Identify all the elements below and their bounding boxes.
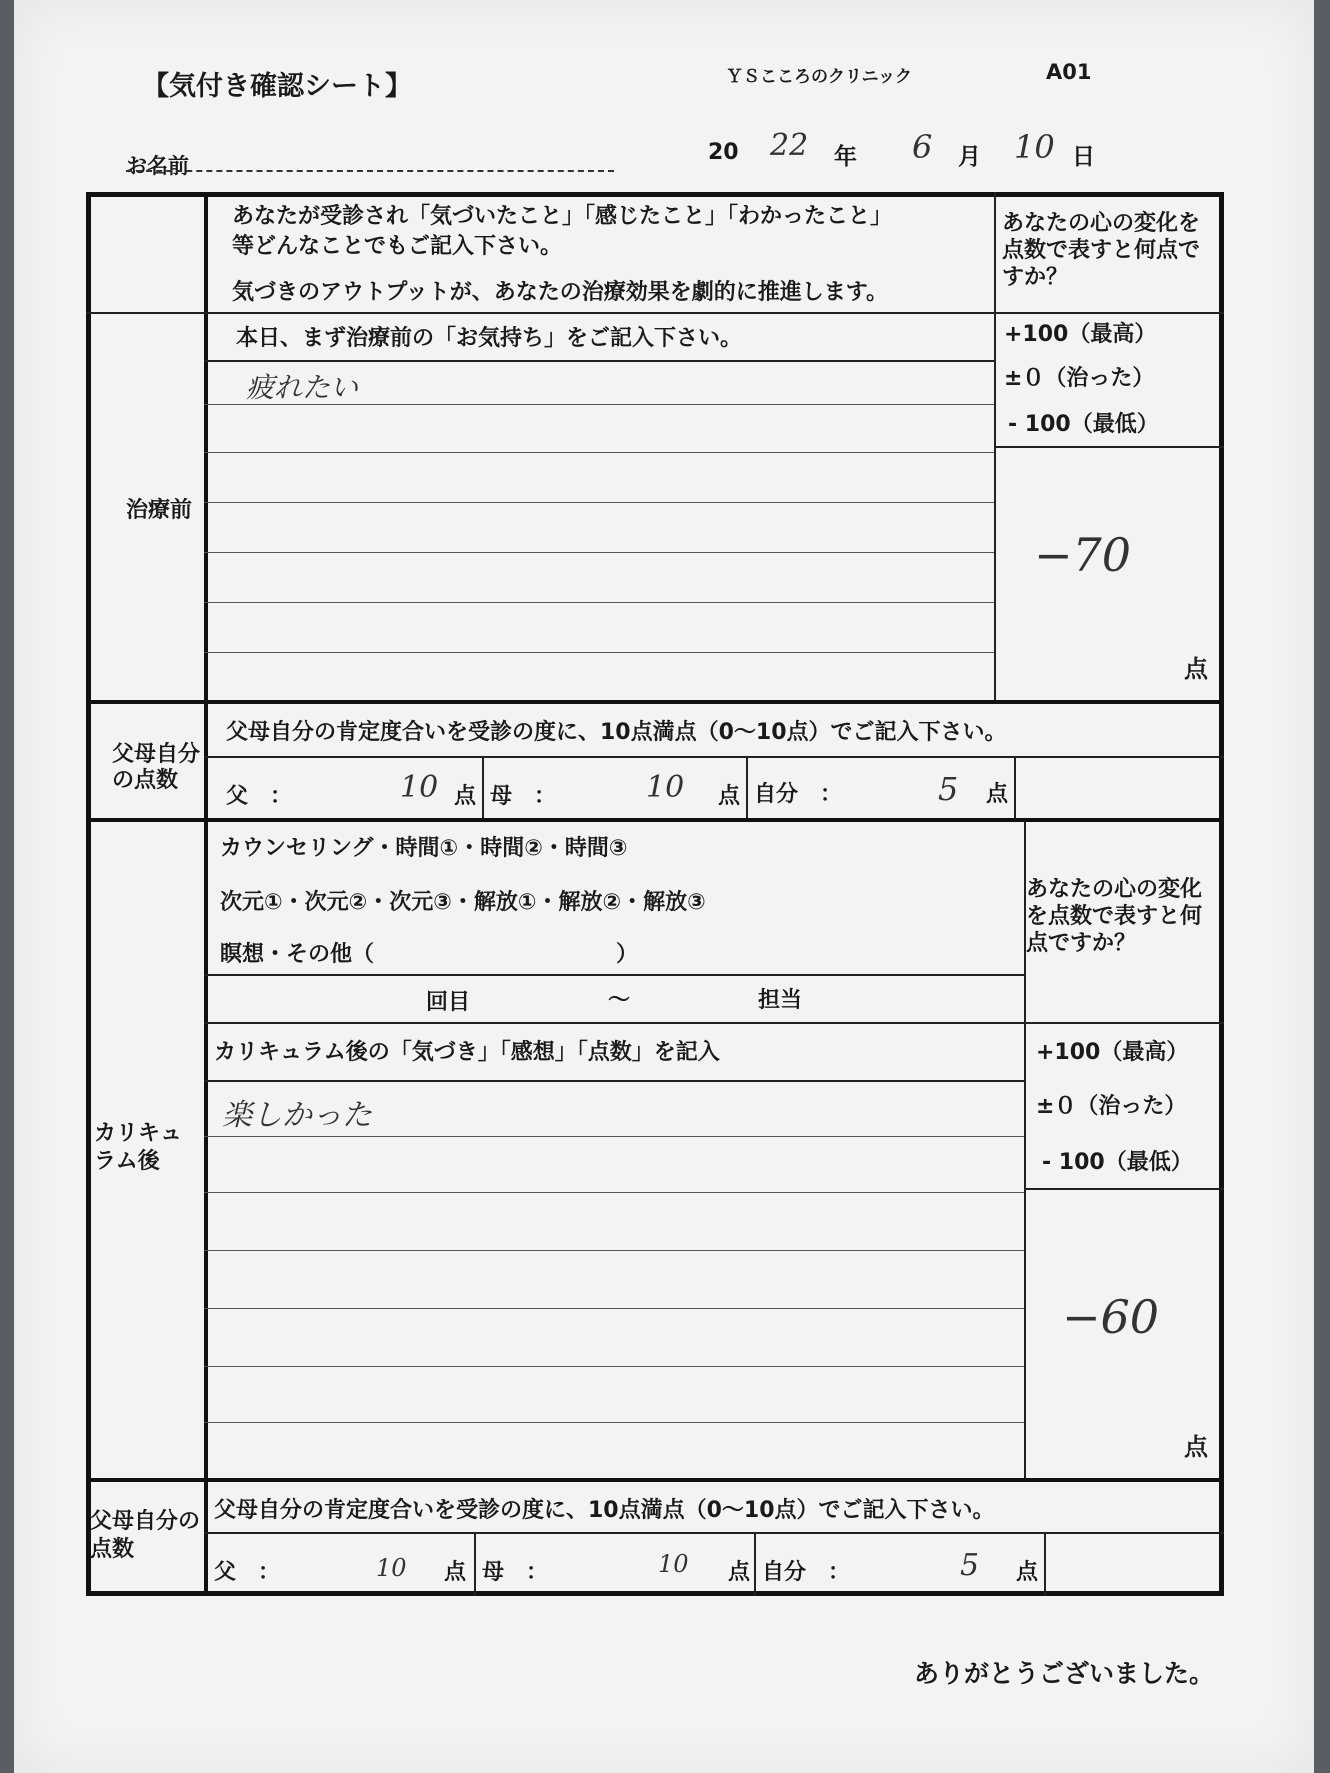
parents-after-self-label: 自分 ： [762,1560,851,1585]
before-score-value[interactable]: −70 [1034,528,1132,582]
parents-after-self-value[interactable]: 5 [960,1548,980,1583]
session-count-label: 回目 [426,990,471,1015]
before-handwritten-note[interactable]: 疲れたい [246,371,359,404]
program-options-line-1: カウンセリング・時間①・時間②・時間③ [220,836,628,861]
parents-after-cell-divider [474,1532,476,1596]
before-score-unit: 点 [1184,655,1208,683]
parents-after-mother-unit: 点 [728,1560,751,1585]
after-separator [86,1478,1224,1482]
parents-before-label: 父母自分の点数 [112,742,201,793]
parents-before-separator [86,818,1224,822]
before-label: 治療前 [126,498,193,523]
parents-before-self-value[interactable]: 5 [938,770,959,808]
after-handwritten-note[interactable]: 楽しかった [222,1098,372,1133]
intro-line-2: 等どんなことでもご記入下さい。 [232,234,563,259]
parents-before-instruction: 父母自分の肯定度合いを受診の度に、10点満点（0～10点）でご記入下さい。 [226,720,1007,745]
before-writing-line [204,552,994,553]
parents-before-father-label: 父 ： [226,784,293,809]
after-writing-line [204,1136,1024,1137]
date-year-prefix: 20 [708,140,739,165]
before-writing-line [204,652,994,653]
before-separator [86,700,1224,704]
parents-before-self-label: 自分 ： [754,782,843,807]
after-writing-line [204,1366,1024,1367]
parents-after-cell-divider [1044,1532,1046,1596]
label-column-divider [204,192,208,1596]
parents-after-father-unit: 点 [444,1560,467,1585]
before-writing-line [204,502,994,503]
after-writing-line [204,1308,1024,1309]
name-field[interactable] [126,170,614,172]
after-score-unit: 点 [1184,1433,1208,1461]
form-title: 【気付き確認シート】 [142,71,412,102]
name-label: お名前 [126,154,189,178]
session-line-top [204,974,1024,976]
after-scale-max: +100（最高） [1036,1040,1189,1065]
parents-after-father-label: 父 ： [214,1560,281,1585]
after-writing-line [204,1422,1024,1423]
parents-before-instruction-line [204,756,1224,758]
parents-before-cell-divider [746,756,748,818]
before-prompt: 本日、まず治療前の「お気持ち」をご記入下さい。 [236,326,743,351]
after-scale-zero: ±０（治った） [1036,1094,1187,1119]
after-writing-line [204,1250,1024,1251]
program-options-line-2: 次元①・次元②・次元③・解放①・解放②・解放③ [220,890,706,915]
after-scale-min: - 100（最低） [1042,1150,1193,1175]
intro-separator [86,312,1224,314]
before-prompt-line [204,360,994,362]
parents-after-cell-divider [754,1532,756,1596]
date-year-value[interactable]: 22 [770,128,809,163]
session-line-bottom [204,1022,1224,1024]
parents-before-cell-divider [1014,756,1016,818]
before-writing-line [204,602,994,603]
form-sheet [14,0,1314,1773]
intro-line-3: 気づきのアウトプットが、あなたの治療効果を劇的に推進します。 [232,280,889,305]
form-code: A01 [1046,60,1092,84]
score-question-top: あなたの心の変化を点数で表すと何点ですか？ [1002,211,1201,290]
session-staff-label: 担当 [758,988,803,1013]
after-prompt-line [204,1080,1024,1082]
before-scale-max: +100（最高） [1004,322,1157,347]
parents-after-self-unit: 点 [1016,1560,1039,1585]
before-scale-zero: ±０（治った） [1004,366,1155,391]
parents-before-mother-label: 母 ： [490,784,557,809]
date-year-label: 年 [834,144,857,170]
parents-after-mother-label: 母 ： [482,1560,549,1585]
parents-after-mother-value[interactable]: 10 [658,1550,689,1578]
parents-after-instruction-line [204,1532,1224,1534]
thanks-message: ありがとうございました。 [914,1659,1215,1688]
score-question-bottom: あなたの心の変化を点数で表すと何点ですか？ [1026,877,1203,956]
parents-after-label: 父母自分の点数 [90,1509,201,1562]
date-day-value[interactable]: 10 [1014,128,1055,166]
date-month-label: 月 [958,144,981,170]
parents-before-father-value[interactable]: 10 [400,770,439,805]
parents-after-father-value[interactable]: 10 [376,1554,407,1582]
after-label: カリキュラム後 [94,1121,183,1174]
before-scale-separator [994,446,1224,448]
after-scale-separator [1024,1188,1224,1190]
date-day-label: 日 [1072,144,1095,170]
before-writing-line [204,452,994,453]
after-writing-line [204,1192,1024,1193]
before-scale-min: - 100（最低） [1008,412,1159,437]
clinic-name: ＹＳこころのクリニック [726,67,912,87]
parents-before-father-unit: 点 [454,784,477,809]
parents-before-cell-divider [482,756,484,818]
parents-before-self-unit: 点 [986,782,1009,807]
parents-before-mother-unit: 点 [718,784,741,809]
parents-before-mother-value[interactable]: 10 [646,770,685,805]
intro-line-1: あなたが受診され「気づいたこと」「感じたこと」「わかったこと」 [232,204,893,229]
after-score-value[interactable]: −60 [1062,1290,1160,1344]
date-month-value[interactable]: 6 [912,128,933,166]
parents-after-instruction: 父母自分の肯定度合いを受診の度に、10点満点（0～10点）でご記入下さい。 [214,1498,995,1523]
session-tilde: ～ [608,988,631,1013]
program-options-line-3: 瞑想・その他（ ） [220,942,639,967]
after-prompt: カリキュラム後の「気づき」「感想」「点数」を記入 [214,1040,720,1065]
